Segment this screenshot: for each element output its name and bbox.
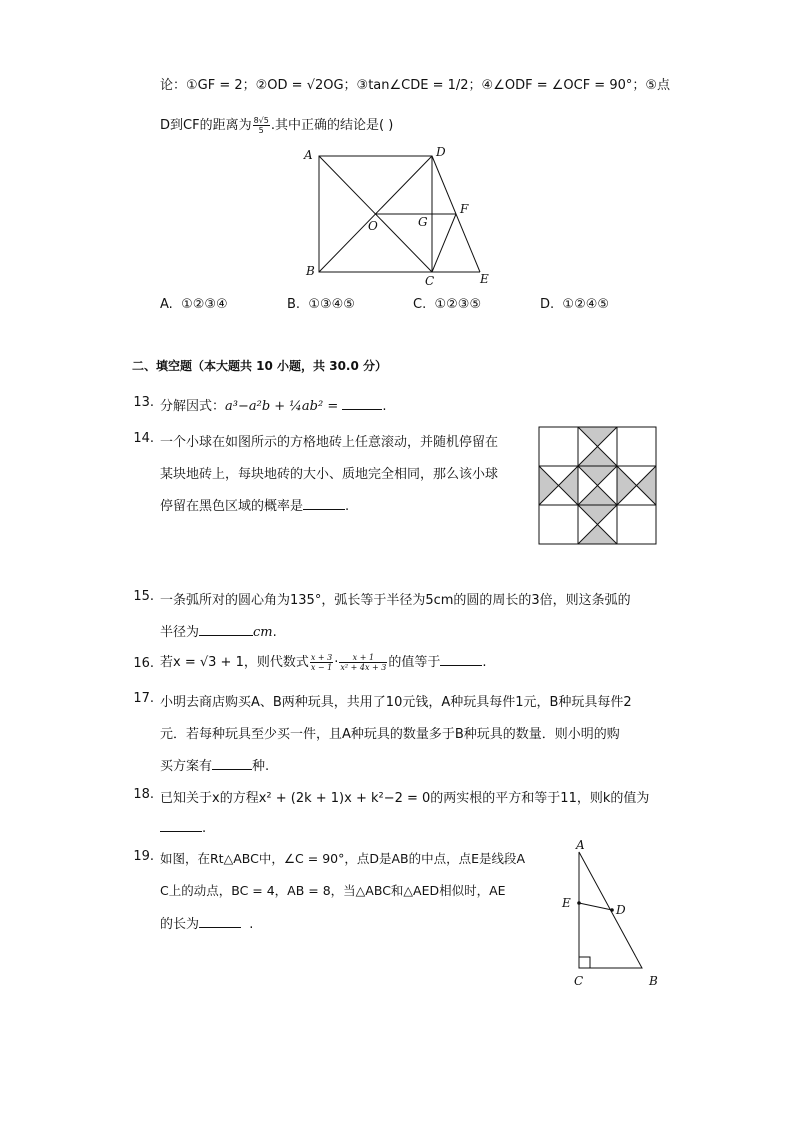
distance-fraction: $\frac{8√5}{5}$ [253, 116, 269, 135]
q17-line3: 买方案有 种. [160, 759, 270, 774]
q13-text: 分解因式：a³−a²b + ¼ab² = . [160, 399, 387, 414]
q17-line2: 元．若每种玩具至少买一件，且A种玩具的数量多于B种玩具的数量．则小明的购 [160, 727, 620, 742]
q14-line3: 停留在黑色区域的概率是 . [160, 499, 350, 514]
label-A: A [576, 838, 585, 852]
shaded-bottom-tile-bottom [578, 525, 617, 545]
q12-square-figure [295, 145, 505, 290]
shaded-center-bottom [578, 486, 617, 506]
label-C: C [425, 274, 435, 288]
q17-answer-blank[interactable] [212, 757, 252, 770]
label-B: B [649, 974, 658, 988]
q13-number: 13. [133, 395, 154, 410]
label-E: E [480, 272, 489, 286]
q14-answer-blank[interactable] [303, 497, 345, 510]
q19-triangle-figure [555, 838, 665, 993]
q16-answer-blank[interactable] [440, 653, 482, 666]
q16-fraction-1: $\frac{x + 3}{x - 1}$ [310, 653, 333, 672]
q18-number: 18. [133, 787, 154, 802]
q16-number: 16. [133, 656, 154, 671]
q18-answer-blank[interactable] [160, 819, 202, 832]
right-angle-mark [579, 957, 590, 968]
segment-CF [432, 214, 456, 272]
q19-line3: 的长为 . [160, 917, 254, 932]
label-D: D [616, 903, 626, 917]
q12-option-d[interactable]: D. ①②④⑤ [540, 297, 610, 312]
shaded-left-tile-left [539, 466, 559, 505]
section-title: 二、填空题（本大题共 10 小题，共 30.0 分） [132, 359, 388, 373]
q14-line1: 一个小球在如图所示的方格地砖上任意滚动，并随机停留在 [160, 435, 499, 450]
shaded-left-tile-right [559, 466, 579, 505]
label-D: D [436, 145, 446, 159]
q18-line1: 已知关于x的方程x² + (2k + 1)x + k²−2 = 0的两实根的平方和等于11，则k的值为 [160, 791, 650, 806]
q12-option-a[interactable]: A. ①②③④ [160, 297, 228, 312]
q12-text-line1: 论：①GF = 2；②OD = √2OG；③tan∠CDE = 1/2；④∠ODF = ∠OCF = 90°；⑤点 [160, 78, 671, 93]
q14-line2: 某块地砖上，每块地砖的大小、质地完全相同，那么该小球 [160, 467, 499, 482]
q19-answer-blank[interactable] [199, 915, 241, 928]
q14-number: 14. [133, 431, 154, 446]
q13-answer-blank[interactable] [342, 397, 382, 410]
q18-line2: . [160, 819, 206, 836]
label-E: E [562, 896, 571, 910]
label-G: G [418, 215, 428, 229]
label-O: O [368, 219, 378, 233]
label-C: C [574, 974, 584, 988]
label-B: B [306, 264, 315, 278]
shaded-right-tile-left [617, 466, 637, 505]
q15-line1: 一条弧所对的圆心角为135°，弧长等于半径为5cm的圆的周长的3倍，则这条弧的 [160, 593, 631, 608]
label-F: F [460, 202, 469, 216]
q12-option-b[interactable]: B. ①③④⑤ [287, 297, 355, 312]
q15-number: 15. [133, 589, 154, 604]
q17-number: 17. [133, 691, 154, 706]
label-A: A [304, 148, 313, 162]
q15-line2: 半径为 cm. [160, 625, 277, 640]
shaded-center-top [578, 466, 617, 486]
shaded-right-tile-right [637, 466, 657, 505]
q17-line1: 小明去商店购买A、B两种玩具，共用了10元钱，A种玩具每件1元，B种玩具每件2 [160, 695, 632, 710]
shaded-top-tile-top [578, 427, 617, 447]
q19-line2: C上的动点，BC = 4，AB = 8，当△ABC和△AED相似时，AE [160, 883, 506, 898]
q16-fraction-2: $\frac{x + 1}{\text{x² + 4x + 3}}$ [340, 653, 387, 672]
q16-text: 若x = √3 + 1，则代数式 $\frac{x + 3}{x - 1}$ · $\frac{x + 1}{\text{x² + 4x + 3}}$ 的值等于 . [160, 653, 487, 672]
shaded-top-tile-bottom [578, 447, 617, 467]
q12-text-line2: D到CF的距离为 $\frac{8√5}{5}$ .其中正确的结论是( ) [160, 116, 394, 135]
q14-tile-grid [538, 426, 658, 546]
shaded-bottom-tile-top [578, 505, 617, 525]
q19-line1: 如图，在Rt△ABC中，∠C = 90°，点D是AB的中点，点E是线段A [160, 851, 526, 866]
q15-answer-blank[interactable] [199, 623, 253, 636]
q12-option-c[interactable]: C. ①②③⑤ [413, 297, 482, 312]
q19-number: 19. [133, 849, 154, 864]
